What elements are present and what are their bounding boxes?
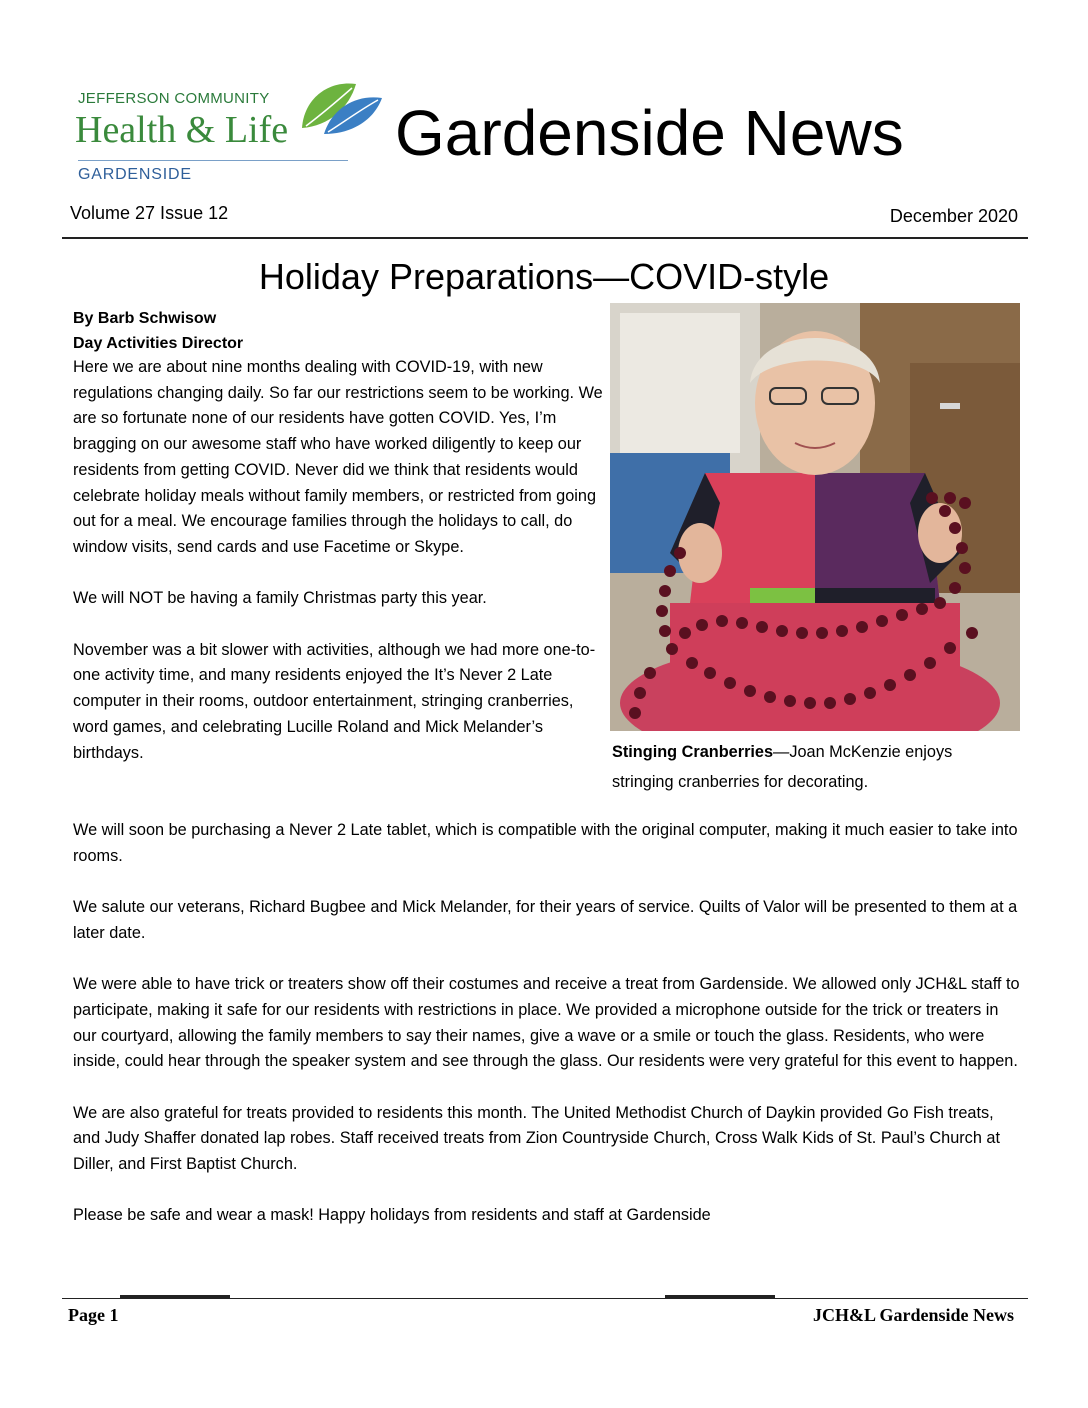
paragraph: We were able to have trick or treaters show off their costumes and receive a treat from Gardenside. We allowed only JCH&L staff to participate, making it safe for our residents with restrictions in place. We provided a microphone outside for the trick or treaters in our courtyard, allowing the family members to say their names, give a wave or a smile or touch the glass. Residents, who were inside, could hear through the speaker system and see through the glass. Our residents were very grateful for this event to happen. bbox=[73, 975, 1020, 1071]
paragraph: We will NOT be having a family Christmas party this year. bbox=[73, 589, 487, 608]
byline-name: By Barb Schwisow bbox=[73, 310, 217, 327]
resident-photo bbox=[610, 303, 1020, 731]
footer-accent-left bbox=[120, 1295, 230, 1298]
paragraph: We are also grateful for treats provided to residents this month. The United Methodist Church of Daykin provided Go Fish treats, and Judy Shaffer donated lap robes. Staff received treats from Zion Countryside Church, Cross Walk Kids of St. Paul’s Church at Diller, and First Baptist Church. bbox=[73, 1103, 1000, 1174]
page-number: Page 1 bbox=[68, 1305, 119, 1325]
photo-caption bbox=[612, 737, 1012, 797]
footer-publication-name: JCH&L Gardenside News bbox=[812, 1305, 1014, 1325]
issue-date: December 2020 bbox=[889, 206, 1018, 226]
logo-line-jefferson-community: JEFFERSON COMMUNITY bbox=[78, 90, 270, 107]
footer-divider bbox=[62, 1298, 1028, 1299]
article-title: Holiday Preparations—COVID-style bbox=[258, 256, 830, 297]
organization-logo bbox=[72, 78, 382, 193]
logo-line-health-life: Health & Life bbox=[75, 109, 289, 151]
article-body bbox=[73, 818, 1023, 1255]
paragraph: Here we are about nine months dealing with COVID-19, with new regulations changing daily. So far our restrictions seem to be working. We are so fortunate none of our residents have gotten COVID. Yes, I’m bragging on our awesome staff who have worked diligently to keep our residents from getting COVID. Never did we think that residents would celebrate holiday meals without family members, or restricted from going out for a meal. We encourage families through the holidays to call, do window visits, send cards and use Facetime or Skype. bbox=[73, 358, 603, 556]
paragraph: November was a bit slower with activities, although we had more one-to-one activity time, and many residents enjoyed the It’s Never 2 Late computer in their rooms, outdoor entertainment, stringing cranberries, word games, and celebrating Lucille Roland and Mick Melander’s birthdays. bbox=[73, 640, 596, 762]
paragraph: Please be safe and wear a mask! Happy holidays from residents and staff at Gardenside bbox=[73, 1206, 711, 1225]
logo-divider bbox=[78, 160, 348, 161]
header-divider bbox=[62, 237, 1028, 239]
photo-illustration bbox=[610, 303, 1020, 731]
byline bbox=[73, 306, 243, 356]
caption-title: Stinging Cranberries bbox=[612, 743, 774, 761]
logo-line-gardenside: GARDENSIDE bbox=[78, 166, 192, 183]
paragraph: We will soon be purchasing a Never 2 Late tablet, which is compatible with the original computer, making it much easier to take into rooms. bbox=[73, 821, 1018, 865]
byline-role: Day Activities Director bbox=[73, 335, 244, 352]
leaf-logo-icon bbox=[294, 78, 384, 138]
newsletter-masthead: Gardenside News bbox=[395, 97, 904, 169]
footer-accent-right bbox=[665, 1295, 775, 1298]
paragraph: We salute our veterans, Richard Bugbee and Mick Melander, for their years of service. Quilts of Valor will be presented to them at a later date. bbox=[73, 898, 1018, 942]
caption-text: —Joan McKenzie enjoys stringing cranberries for decorating. bbox=[612, 743, 953, 791]
article-column bbox=[73, 355, 603, 766]
volume-issue: Volume 27 Issue 12 bbox=[70, 203, 229, 223]
